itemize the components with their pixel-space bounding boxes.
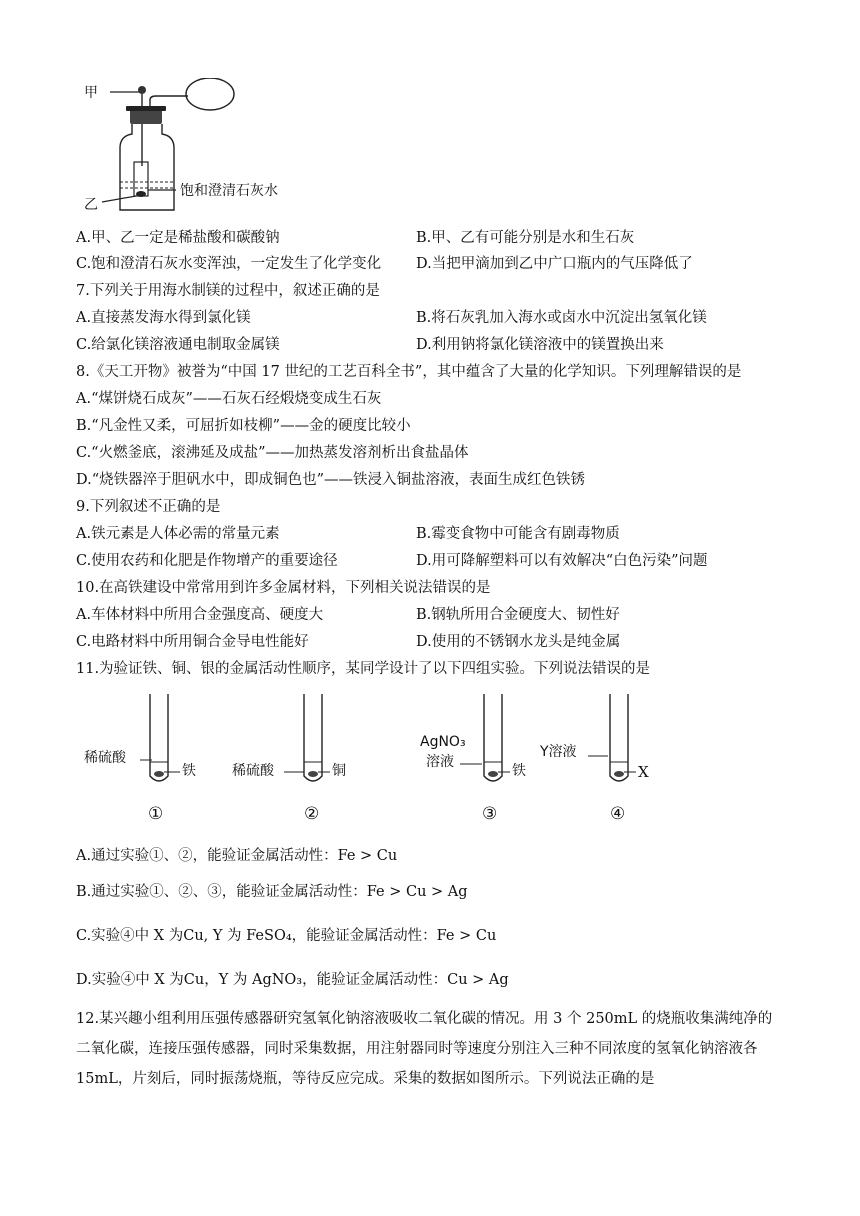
q7-stem: 7.下列关于用海水制镁的过程中，叙述正确的是 bbox=[76, 283, 380, 299]
tube4-metal: X bbox=[638, 763, 649, 781]
q9-option-b: B.霉变食物中可能含有剧毒物质 bbox=[416, 526, 620, 542]
q8-option-c: C.“火燃釜底，滚沸延及成盐”——加热蒸发溶剂析出食盐晶体 bbox=[76, 445, 469, 461]
q11-option-c: C.实验④中 X 为Cu, Y 为 FeSO₄，能验证金属活动性：Fe > Cu bbox=[76, 928, 497, 944]
q8-stem: 8.《天工开物》被誉为“中国 17 世纪的工艺百科全书”，其中蕴含了大量的化学知识。下列理解错误的是 bbox=[76, 364, 742, 380]
q9-stem: 9.下列叙述不正确的是 bbox=[76, 499, 221, 515]
tube1-metal: 铁 bbox=[182, 763, 196, 779]
tube3-reagent-line1: AgNO₃ bbox=[420, 734, 466, 750]
tube1-number: ① bbox=[148, 804, 164, 824]
q7-option-b: B.将石灰乳加入海水或卤水中沉淀出氢氧化镁 bbox=[416, 310, 707, 326]
label-saturated-limewater: 饱和澄清石灰水 bbox=[180, 183, 278, 199]
label-yi: 乙 bbox=[84, 197, 98, 213]
tube2-reagent: 稀硫酸 bbox=[232, 763, 274, 779]
tube4-reagent: Y溶液 bbox=[540, 744, 577, 760]
tube3-metal: 铁 bbox=[512, 763, 526, 779]
q7-option-d: D.利用钠将氯化镁溶液中的镁置换出来 bbox=[416, 337, 664, 353]
q6-option-a: A.甲、乙一定是稀盐酸和碳酸钠 bbox=[76, 230, 280, 246]
test-tube-figure-2 bbox=[228, 692, 358, 832]
test-tube-figure-1 bbox=[84, 692, 214, 832]
q11-stem: 11.为验证铁、铜、银的金属活动性顺序，某同学设计了以下四组实验。下列说法错误的是 bbox=[76, 661, 651, 677]
tube3-reagent-line2: 溶液 bbox=[426, 754, 454, 770]
q8-option-d: D.“烧铁器淬于胆矾水中，即成铜色也”——铁浸入铜盐溶液，表面生成红色铁锈 bbox=[76, 472, 586, 488]
q6-option-c: C.饱和澄清石灰水变浑浊，一定发生了化学变化 bbox=[76, 256, 382, 272]
q12-stem: 12.某兴趣小组利用压强传感器研究氢氧化钠溶液吸收二氧化碳的情况。用 3 个 250mL 的烧瓶收集满纯净的二氧化碳，连接压强传感器，同时采集数据，用注射器同时等速度分别注入三种不同浓度的氢氧化钠溶液各 15mL，片刻后，同时振荡烧瓶，等待反应完成。采集的数据如图所示。下列说法正确的是 bbox=[76, 1011, 773, 1087]
q9-option-d: D.用可降解塑料可以有效解决“白色污染”问题 bbox=[416, 553, 708, 569]
tube1-reagent: 稀硫酸 bbox=[84, 750, 126, 766]
q10-option-c: C.电路材料中所用铜合金导电性能好 bbox=[76, 634, 309, 650]
test-tube-figure-4 bbox=[540, 692, 680, 832]
q6-option-d: D.当把甲滴加到乙中广口瓶内的气压降低了 bbox=[416, 256, 693, 272]
q10-option-d: D.使用的不锈钢水龙头是纯金属 bbox=[416, 634, 621, 650]
q7-option-a: A.直接蒸发海水得到氯化镁 bbox=[76, 310, 251, 326]
tube2-number: ② bbox=[304, 804, 320, 824]
tube4-number: ④ bbox=[610, 804, 626, 824]
q10-option-a: A.车体材料中所用合金强度高、硬度大 bbox=[76, 607, 324, 623]
q7-option-c: C.给氯化镁溶液通电制取金属镁 bbox=[76, 337, 280, 353]
q9-option-c: C.使用农药和化肥是作物增产的重要途径 bbox=[76, 553, 338, 569]
q10-option-b: B.钢轨所用合金硬度大、韧性好 bbox=[416, 607, 620, 623]
q11-option-d: D.实验④中 X 为Cu，Y 为 AgNO₃，能验证金属活动性：Cu > Ag bbox=[76, 972, 509, 988]
test-tube-figure-3 bbox=[418, 692, 538, 832]
label-jia: 甲 bbox=[84, 85, 98, 101]
q11-option-a: A.通过实验①、②，能验证金属活动性：Fe > Cu bbox=[76, 848, 398, 864]
q6-option-b: B.甲、乙有可能分别是水和生石灰 bbox=[416, 230, 635, 246]
q8-option-b: B.“凡金性又柔，可屈折如枝柳”——金的硬度比较小 bbox=[76, 418, 411, 434]
apparatus-figure bbox=[84, 78, 324, 218]
q10-stem: 10.在高铁建设中常常用到许多金属材料，下列相关说法错误的是 bbox=[76, 580, 491, 596]
q9-option-a: A.铁元素是人体必需的常量元素 bbox=[76, 526, 280, 542]
tube3-number: ③ bbox=[482, 804, 498, 824]
q11-option-b: B.通过实验①、②、③，能验证金属活动性：Fe > Cu > Ag bbox=[76, 884, 468, 900]
tube2-metal: 铜 bbox=[332, 763, 346, 779]
q8-option-a: A.“煤饼烧石成灰”——石灰石经煅烧变成生石灰 bbox=[76, 391, 382, 407]
